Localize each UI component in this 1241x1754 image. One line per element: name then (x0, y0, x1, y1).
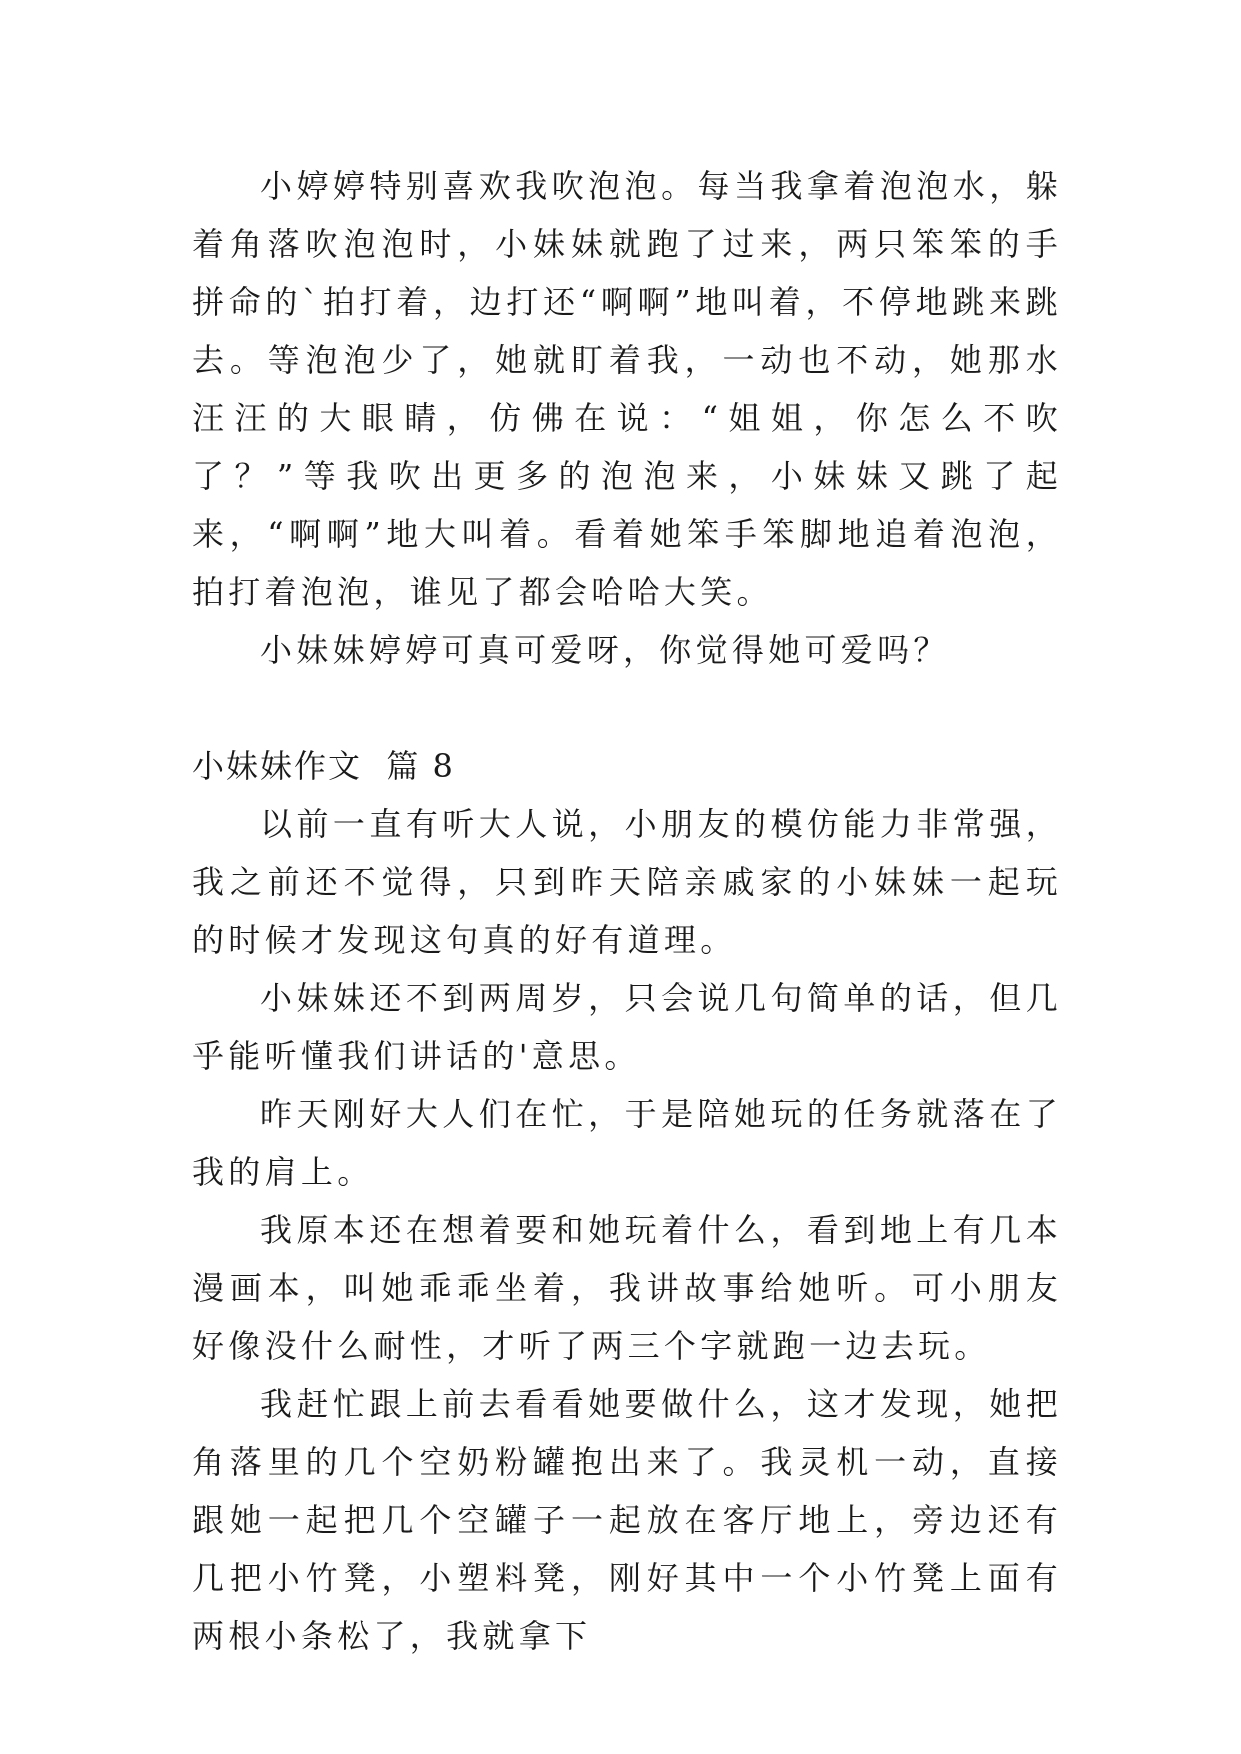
paragraph-age: 小妹妹还不到两周岁，只会说几句简单的话，但几乎能听懂我们讲话的'意思。 (192, 979, 1062, 1075)
paragraph-task: 昨天刚好大人们在忙，于是陪她玩的任务就落在了我的肩上。 (192, 1095, 1062, 1191)
paragraph-bubbles: 小婷婷特别喜欢我吹泡泡。每当我拿着泡泡水，躲着角落吹泡泡时，小妹妹就跑了过来，两只笨笨的手拼命的`拍打着，边打还“啊啊”地叫着，不停地跳来跳去。等泡泡少了，她就盯着我，一动也不动，她那水汪汪的大眼睛，仿佛在说：“姐姐，你怎么不吹了？”等我吹出更多的泡泡来，小妹妹又跳了起来，“啊啊”地大叫着。看着她笨手笨脚地追着泡泡，拍打着泡泡，谁见了都会哈哈大笑。 (192, 167, 1062, 611)
paragraph-cans: 我赶忙跟上前去看看她要做什么，这才发现，她把角落里的几个空奶粉罐抱出来了。我灵机一动，直接跟她一起把几个空罐子一起放在客厅地上，旁边还有几把小竹凳，小塑料凳，刚好其中一个小竹凳上面有两根小条松了，我就拿下 (192, 1385, 1062, 1655)
section-gap (192, 679, 1062, 737)
paragraph-cute-question: 小妹妹婷婷可真可爱呀，你觉得她可爱吗？ (260, 631, 950, 669)
document-body (192, 157, 1062, 1665)
section-heading: 小妹妹作文 篇 8 (192, 747, 455, 785)
paragraph-comic: 我原本还在想着要和她玩着什么，看到地上有几本漫画本，叫她乖乖坐着，我讲故事给她听。可小朋友好像没什么耐性，才听了两三个字就跑一边去玩。 (192, 1211, 1062, 1365)
paragraph-imitation: 以前一直有听大人说，小朋友的模仿能力非常强，我之前还不觉得，只到昨天陪亲戚家的小妹妹一起玩的时候才发现这句真的好有道理。 (192, 805, 1062, 959)
